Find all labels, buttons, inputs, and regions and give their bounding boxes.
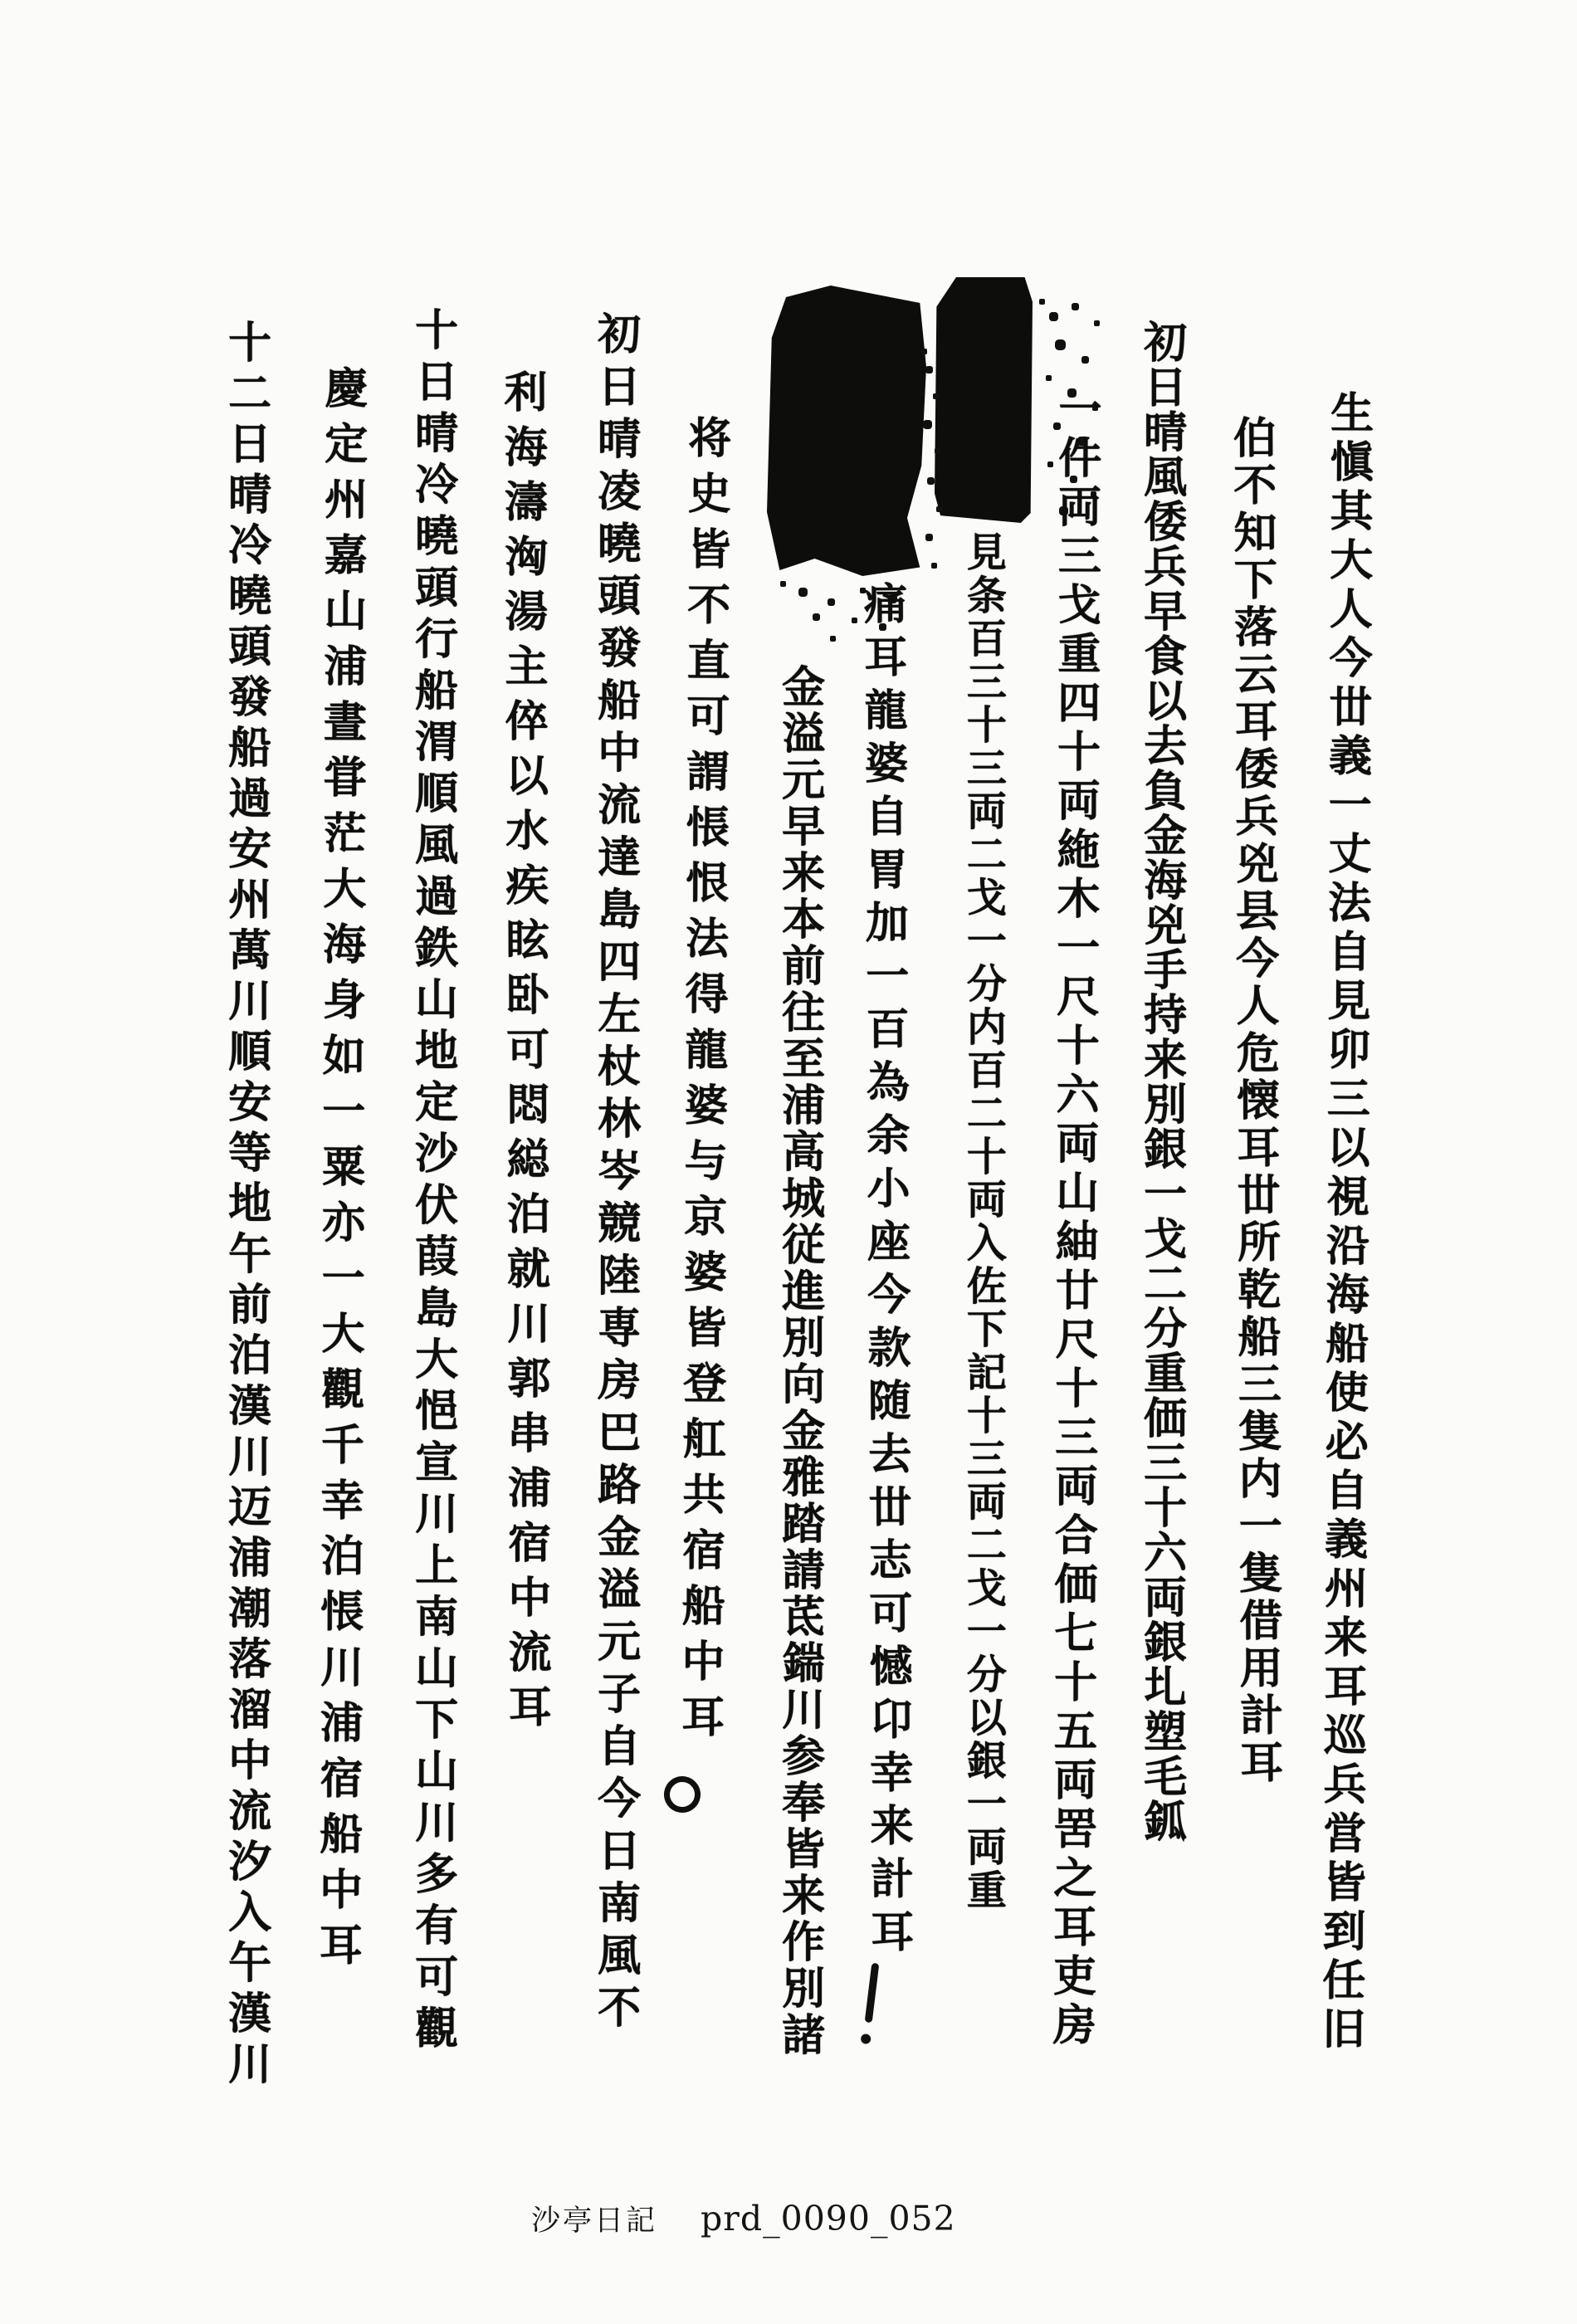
manuscript-column-11: 十日晴冷曉頭行船渭順風過鉄山地定沙伏葭島大悒宣川上南山下山川多有可觀 — [407, 307, 457, 2057]
manuscript-column-12: 慶定州嘉山浦晝甞茫大海身如一粟亦一大觀千幸泊悵川浦宿船中耳 — [311, 364, 367, 1979]
manuscript-column-3: 初日晴風倭兵早食以去負金海兇手持来別銀一戈二分重価三十六両銀圠塑毛鈲 — [1135, 320, 1186, 1843]
manuscript-column-13: 十二日晴冷曉頭發船過安州萬川順安等地午前泊漢川迈浦潮落溜中流汐入午漢川 — [220, 320, 271, 2092]
page-caption — [531, 2198, 1112, 2248]
manuscript-column-1: 生愼其大人今丗義一丈法自見卯三以視沿海船使必自義州来耳巡兵営皆到任旧 — [1314, 389, 1373, 2056]
manuscript-column-7: 金溢元早来本前往至浦高城従進別向金雅踏請茋鍴川参奉皆来作別諸 — [774, 664, 824, 2058]
manuscript-column-6: 痛耳龍婆自胃加一百為余小座今款随去丗志可憾卬幸来計耳 — [856, 580, 913, 1963]
manuscript-column-4: 一件両三戈重四十両絁木一尺十六両山紬廿尺十三両合価七十五両罟之耳吏房 — [1045, 385, 1101, 2052]
ink-speckles-right — [1039, 299, 1045, 305]
manuscript-column-9: 初日晴凌曉頭發船中流達島四左杖林岑競陸専房巴路金溢元子自今日南風不 — [589, 311, 640, 2037]
manuscript-column-2: 伯不知下落云耳倭兵兇县今人危懐耳丗所乾船三隻内一隻借用計耳 — [1225, 414, 1282, 1788]
manuscript-column-5: 見条百三十三両二戈一分内百二十両入佐下記十三両二戈一分以銀一両重 — [959, 531, 1007, 1912]
ink-speckles-below — [780, 581, 786, 587]
manuscript-column-8: 将史皆不直可謂悵恨法得龍婆与京婆皆登舡共宿船中耳 — [673, 414, 730, 1750]
manuscript-column-10: 利海濤洶湯主倅以水疾眩卧可悶縂泊就川郭串浦宿中流耳 — [496, 369, 551, 1740]
ink-flourish-mark — [865, 1963, 880, 2024]
ink-blot-left — [767, 286, 926, 576]
ink-blot-right — [935, 277, 1033, 523]
caption-title: 沙亭日記 — [531, 2204, 658, 2238]
section-end-circle-mark — [662, 1774, 704, 1816]
ink-speckles-gap — [921, 349, 927, 354]
caption-catalog-id: prd_0090_052 — [701, 2199, 956, 2239]
